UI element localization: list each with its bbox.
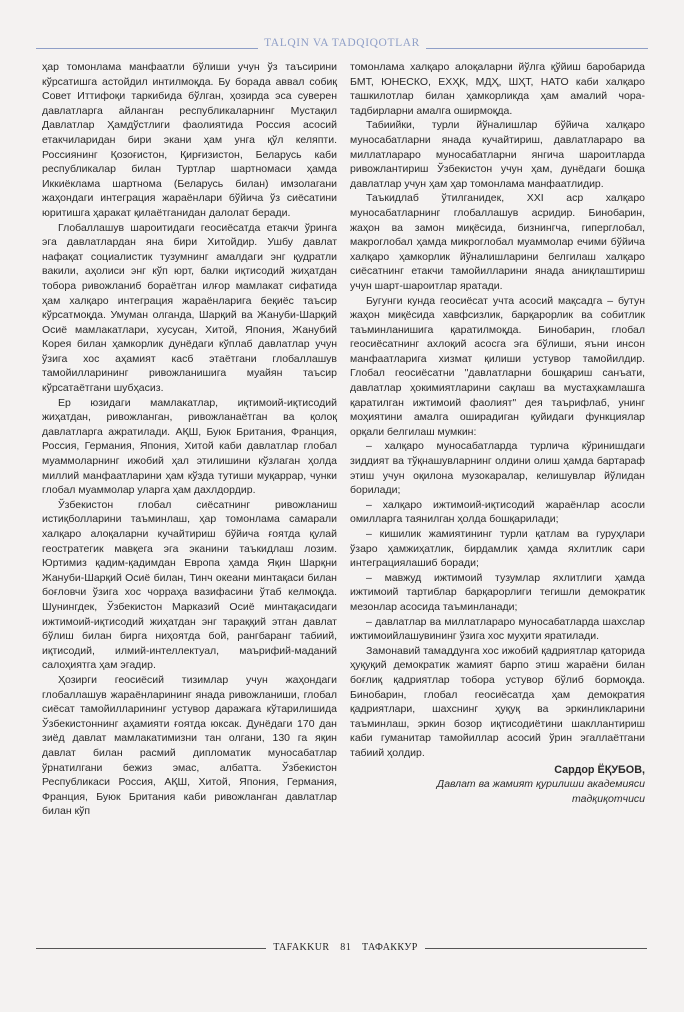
left-column bbox=[42, 60, 337, 819]
paragraph: – давлатлар ва миллатлараро муносабатларда шахслар ижтимоийлашувининг ўзига хос муҳити яратилади. bbox=[350, 615, 645, 643]
section-title: TALQIN VA TADQIQOTLAR bbox=[258, 37, 426, 49]
paragraph: Бугунги кунда геосиёсат учта асосий мақсадга – бутун жаҳон миқёсида хавфсизлик, барқарорлик ва собитлик таъминланишига қаратилмоқда. Бинобарин, глобал геосиёсатнинг ахлоқий асосга эга бўлиши, яъни инсон манфаатларига хизмат қилиши устувор тамойилдир. Глобал геосиёсатни "давлатларни бошқариш санъати, давлатлар ҳокимиятларини сақлаш ва мустаҳкамлашга қаратилган ижтимоий фаолият" дея таърифлаб, унинг моҳиятини амалга оширадиган қуйидаги функциялар орқали белгилаш мумкин: bbox=[350, 294, 645, 438]
paragraph: Замонавий тамаддунга хос ижобий қадриятлар қаторида ҳуқуқий демократик жамият барпо этиш жараёни билан боғлиқ қадриятлар тобора устувор бўлиб бормоқда. Бинобарин, глобал геосиёсатда ҳам демократия қадриятлари, шахснинг ҳуқуқ ва эркинликларини таъминлаш, эркин бозор иқтисодиётини шакллантириш каби гуманитар тамойиллар асосий ўрин эгаллаётгани табиий ҳолдир. bbox=[350, 644, 645, 759]
paragraph: Ҳозирги геосиёсий тизимлар учун жаҳондаги глобаллашув жараёнларининг янада ривожланиши, глобал сиёсат тамойилларининг устувор даражага кўтарилишида Ўзбекистоннинг аҳамияти ғоятда юксак. Дунёдаги 170 дан зиёд давлат мамлакатимизни тан олгани, 130 га яқин давлат билан расмий дипломатик муносабатлар ўрнатилгани бежиз эмас, албатта. Ўзбекистон Республикаси Россия, АҚШ, Хитой, Япония, Германия, Франция, Буюк Британия каби ривожланган давлатлар билан кўп bbox=[42, 673, 337, 818]
paragraph: – кишилик жамиятининг турли қатлам ва гуруҳлари ўзаро ҳамжиҳатлик, бирдамлик ҳамда яхлитлик сари интеграциялашиб боради; bbox=[350, 528, 645, 570]
paragraph: – халқаро муносабатларда турлича кўринишдаги зиддият ва тўқнашувларнинг олдини олиш ҳамда бартараф этиш учун оқилона музокаралар, келишувлар йўлидан борилади; bbox=[350, 440, 645, 497]
right-column bbox=[350, 60, 645, 806]
paragraph: томонлама халқаро алоқаларни йўлга қўйиш баробарида БМТ, ЮНЕСКО, ЕХҲК, МДҲ, ШҲТ, НАТО каби халқаро ташкилотлар билан ҳамкорликда ҳам амалий чора-тадбирларни амалга оширмоқда. bbox=[350, 61, 645, 117]
footer-magazine-cyrillic: ТАФАККУР bbox=[362, 942, 418, 953]
footer-magazine-latin: TAFAKKUR bbox=[273, 942, 330, 953]
paragraph: – халқаро ижтимоий-иқтисодий жараёнлар асосли омилларга таянилган ҳолда бошқарилади; bbox=[350, 498, 645, 526]
footer-rule-right bbox=[425, 948, 647, 949]
paragraph: Глобаллашув шароитидаги геосиёсатда етакчи ўринга эга давлатлардан яна бири Хитойдир. Ушбу давлат нафақат социалистик тузумнинг амалдаги энг қудратли вакили, аҳолиси энг кўп юрт, балки иқтисодий жиҳатдан тобора ривожланиб бораётган илғор мамлакат сифатида ҳам халқаро интеграция жараёнларига беқиёс таъсир кўрсатмоқда. Умуман олганда, Шарқий ва Жануби-Шарқий Осиё мамлакатлари, хусусан, Хитой, Япония, Жанубий Корея билан ҳамкорлик дунёдаги кўплаб давлатлар учун ўзига хос аҳамият касб этаётгани глобаллашув тамойилларининг ривожланишига муайян таъсир кўрсатаётгани шубҳасиз. bbox=[42, 221, 337, 395]
paragraph: Ўзбекистон глобал сиёсатнинг ривожланиш истиқболларини таъминлаш, ҳар томонлама самарали халқаро алоқаларни кучайтириш бўйича ғоятда қулай геостратегик мавқега эга эканини таъкидлаш лозим. Юртимиз қадим-қадимдан Европа ҳамда Яқин Шарқни Жануби-Шарқий Осиё билан, Тинч океани минтақаси билан боғловчи ўзига хос чорраҳа вазифасини ўтаб келмоқда. Шунингдек, Ўзбекистон Марказий Осиё минтақасидаги ижтимоий-иқтисодий жиҳатдан энг тараққий этган давлат бўлиш билан бирга ниҳоятда бой, рангбаранг табиий, иқтисодий, илмий-интеллектуал, маърифий-маданий салоҳиятга ҳам эгадир. bbox=[42, 498, 337, 672]
author-affiliation-line1: Давлат ва жамият қурилиши академияси bbox=[436, 778, 645, 791]
paragraph: Табиийки, турли йўналишлар бўйича халқаро муносабатларни янада кучайтириш, давлатлараро ва миллатлараро муносабатларни янгича шароитларда ривожлантириш Ўзбекистон учун ҳам, дунёдаги бошқа давлатлар учун ҳам ҳар томонлама манфаатлидир. bbox=[350, 119, 645, 190]
footer-text bbox=[266, 942, 425, 953]
page-header bbox=[0, 31, 684, 49]
paragraph: ҳар томонлама манфаатли бўлиши учун ўз таъсирини кўрсатишга астойдил интилмоқда. Бу борада аввал собиқ Совет Иттифоқи таркибида бўлган, ҳозирда эса суверен давлатларга айланган республикаларнинг Мустақил Давлатлар Ҳамдўстлиги фаолиятида Россия асосий етакчиларидан бири экани ҳам унга қўл келяпти. Россиянинг Қозоғистон, Қирғизистон, Беларусь каби республикалар билан Туртлар шартномаси ҳамда Иккиёклама шартнома (Беларусь билан) имзолагани жаҳондаги интеграция жараёнлари бўйича ўз сиёсатини юритишга ҳаракат қилаётганидан далолат беради. bbox=[42, 61, 337, 219]
footer-rule-left bbox=[36, 948, 266, 949]
right-column-paragraphs bbox=[350, 60, 645, 761]
paragraph: – мавжуд ижтимоий тузумлар яхлитлиги ҳамда ижтимоий тартиблар барқарорлиги тегишли демократик мезонлар асосида таъминланади; bbox=[350, 571, 645, 613]
author-name: Сардор ЁҚУБОВ, bbox=[554, 763, 645, 776]
paragraph: Ер юзидаги мамлакатлар, иқтимоий-иқтисодий жиҳатдан, ривожланган, ривожланаётган ва қолоқ давлатларга ажратилади. АҚШ, Буюк Британия, Франция, Россия, Германия, Япония, Хитой каби давлатлар глобал муаммоларнинг ижобий ҳал этилишини кўзлаган ҳолда миллий манфаатларини ҳам кўзда тутиши муқаррар, чунки глобал муаммолар уларга ҳам дахлдордир. bbox=[42, 396, 337, 497]
page-number: 81 bbox=[340, 942, 352, 953]
author-affiliation bbox=[350, 777, 645, 806]
paragraph: Таъкидлаб ўтилганидек, XXI аср халқаро муносабатларнинг глобаллашув асридир. Бинобарин, жаҳон ва замон миқёсида, бизнингча, гиперглобал, макроглобал ҳамда микроглобал муаммолар ечими бўйича халқаро ҳамкорлик йўналишларини белгилаш халқаро сиёсатнинг етакчи тамойилларини янада аниқлаштириш учун шарт-шароитлар яратади. bbox=[350, 192, 645, 292]
author-affiliation-line2: тадқиқотчиси bbox=[572, 792, 645, 805]
